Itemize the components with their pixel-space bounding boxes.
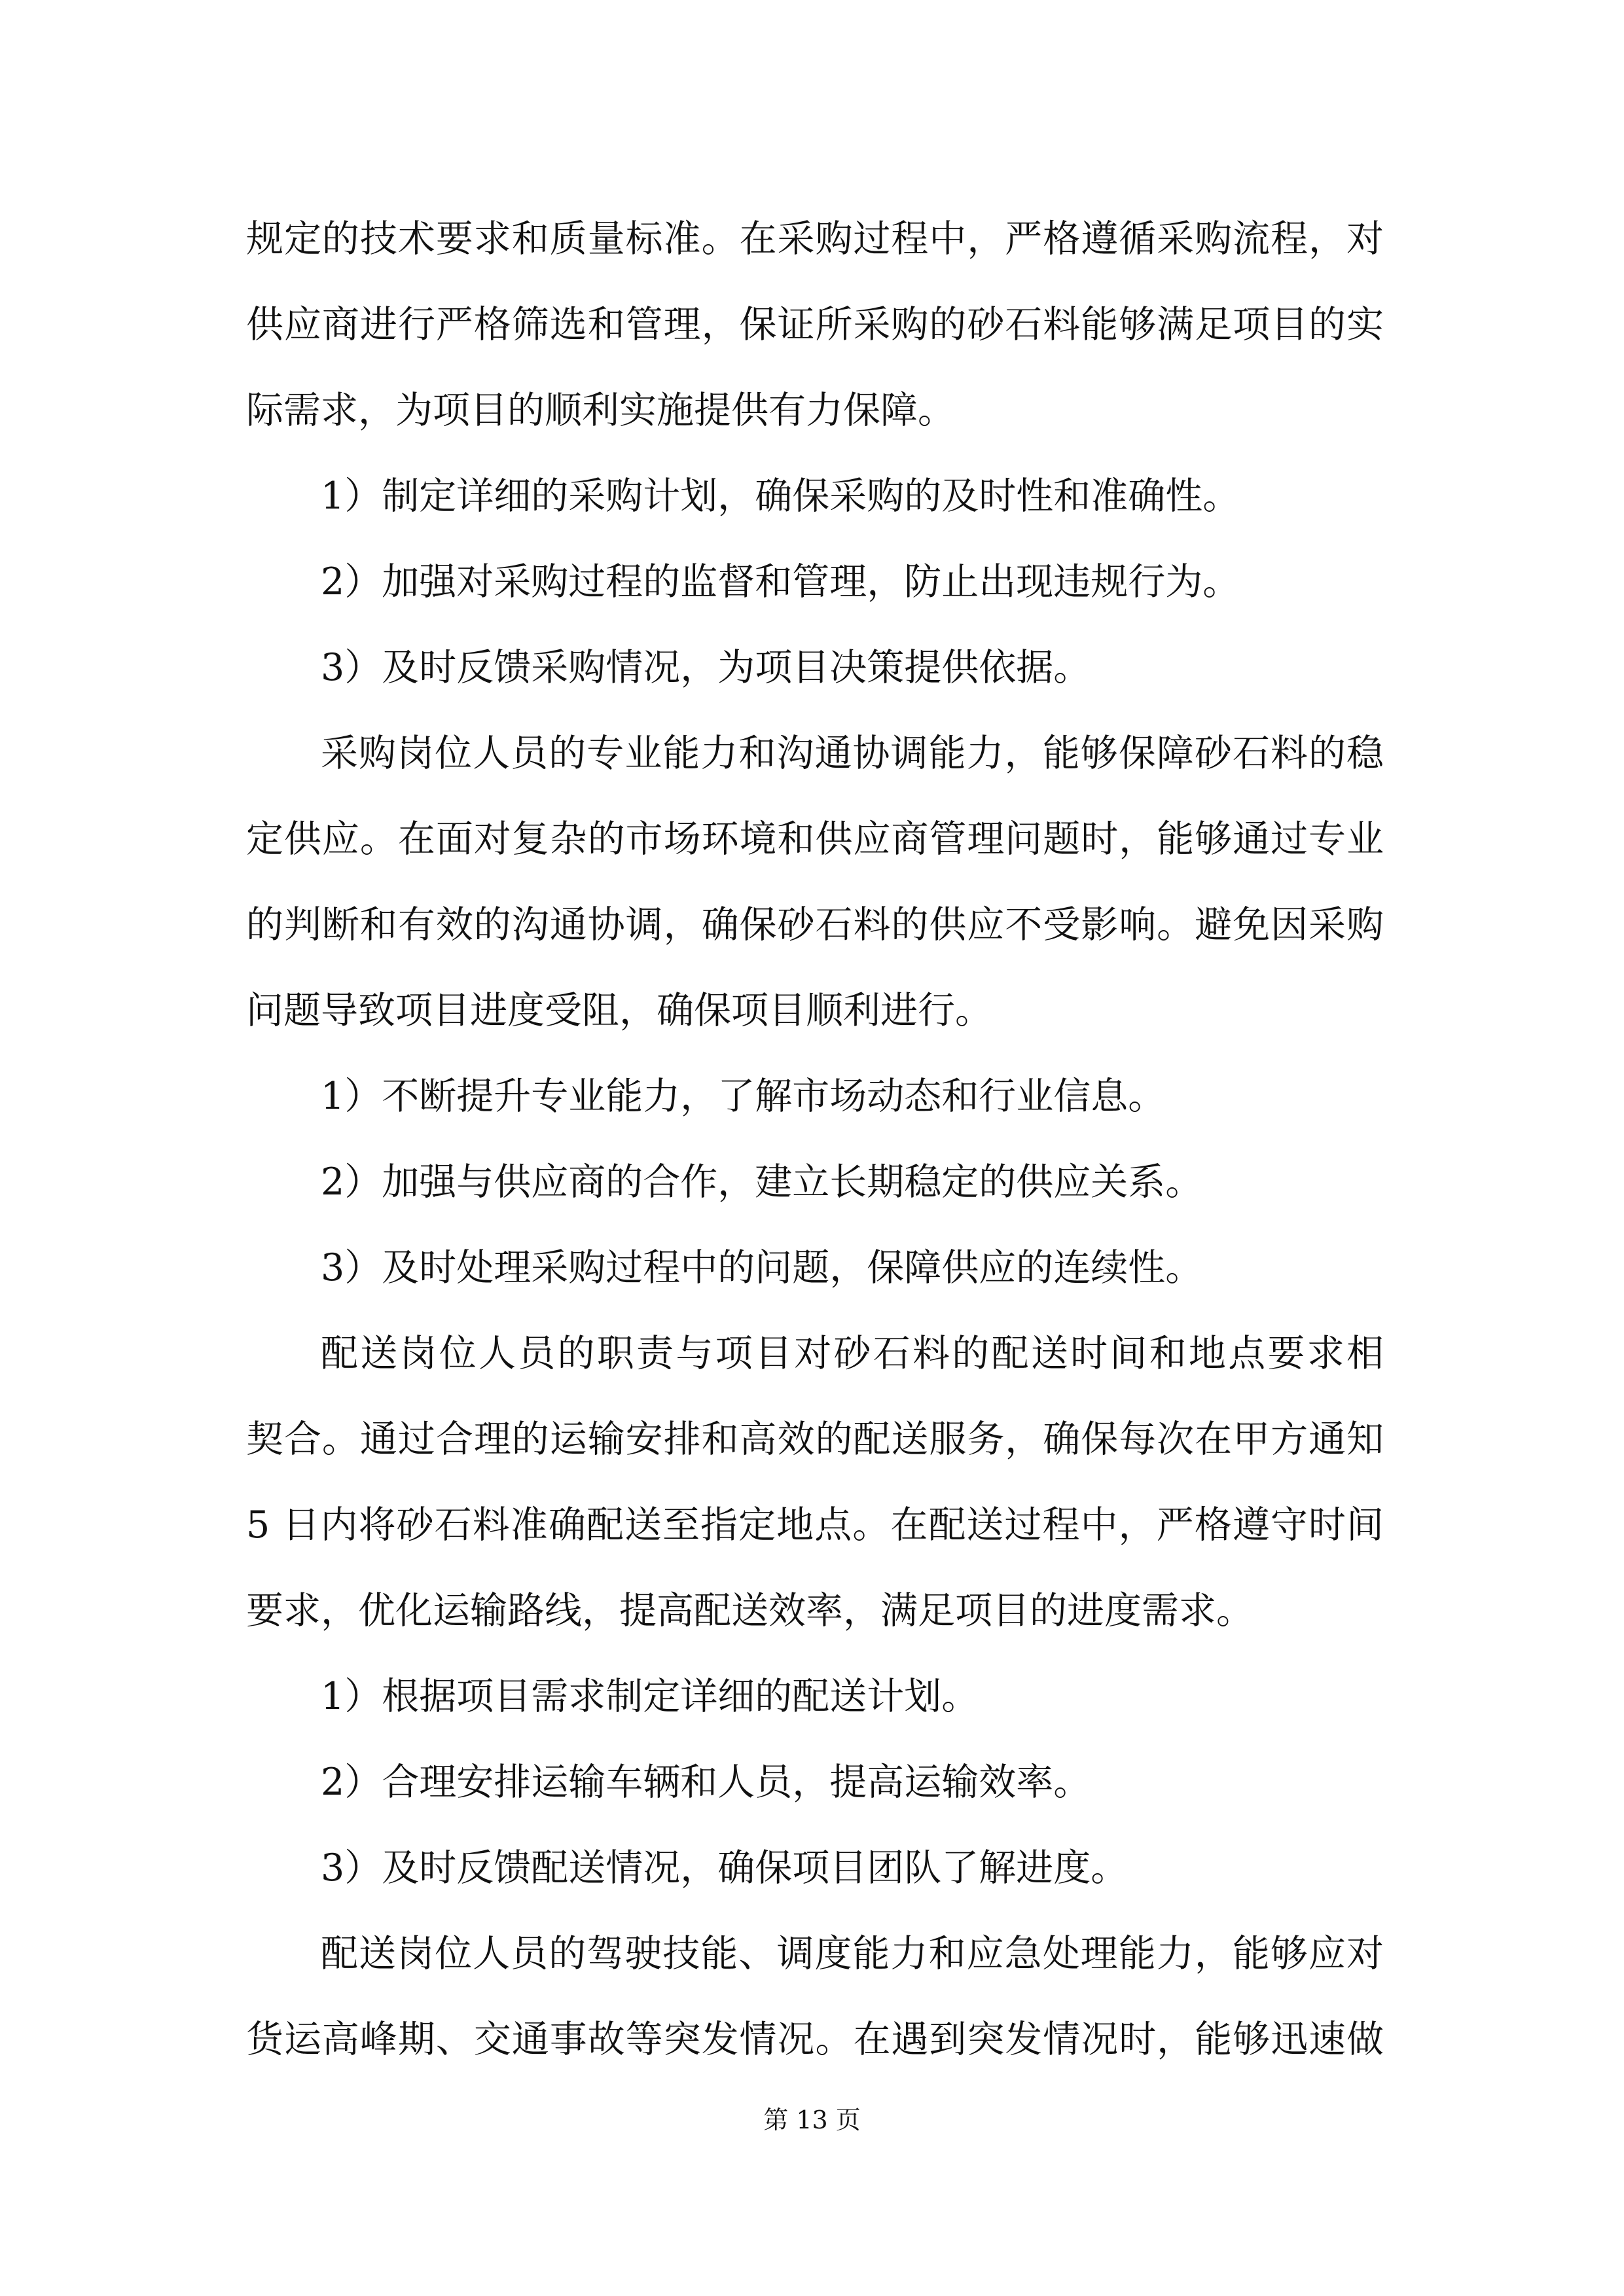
page-number: 第 13 页 (763, 2106, 861, 2134)
text-line: 5 日内将砂石料准确配送至指定地点。在配送过程中，严格遵守时间 (246, 1503, 1384, 1547)
text-line: 供应商进行严格筛选和管理，保证所采购的砂石料能够满足项目的实 (246, 303, 1384, 346)
text-line: 契合。通过合理的运输安排和高效的配送服务，确保每次在甲方通知 (246, 1418, 1384, 1461)
paragraph-first-line: 采购岗位人员的专业能力和沟通协调能力，能够保障砂石料的稳 (321, 732, 1384, 775)
list-item: 3）及时处理采购过程中的问题，保障供应的连续性。 (321, 1246, 1203, 1289)
text-line: 货运高峰期、交通事故等突发情况。在遇到突发情况时，能够迅速做 (246, 2018, 1384, 2061)
text-line: 要求，优化运输路线，提高配送效率，满足项目的进度需求。 (246, 1589, 1254, 1632)
list-item: 2）合理安排运输车辆和人员，提高运输效率。 (321, 1761, 1091, 1804)
text-line: 定供应。在面对复杂的市场环境和供应商管理问题时，能够通过专业 (246, 817, 1384, 861)
list-item: 1）根据项目需求制定详细的配送计划。 (321, 1675, 979, 1718)
document-body (246, 196, 1384, 2083)
paragraph-first-line: 配送岗位人员的驾驶技能、调度能力和应急处理能力，能够应对 (321, 1932, 1384, 1975)
text-line: 规定的技术要求和质量标准。在采购过程中，严格遵循采购流程，对 (246, 217, 1384, 260)
text-line: 际需求，为项目的顺利实施提供有力保障。 (246, 389, 955, 432)
list-item: 1）制定详细的采购计划，确保采购的及时性和准确性。 (321, 475, 1240, 518)
list-item: 2）加强对采购过程的监督和管理，防止出现违规行为。 (321, 560, 1240, 603)
list-item: 3）及时反馈采购情况，为项目决策提供依据。 (321, 646, 1091, 689)
list-item: 1）不断提升专业能力，了解市场动态和行业信息。 (321, 1075, 1166, 1118)
list-item: 2）加强与供应商的合作，建立长期稳定的供应关系。 (321, 1160, 1203, 1204)
text-line: 问题导致项目进度受阻，确保项目顺利进行。 (246, 989, 992, 1032)
list-item: 3）及时反馈配送情况，确保项目团队了解进度。 (321, 1846, 1128, 1890)
paragraph-first-line: 配送岗位人员的职责与项目对砂石料的配送时间和地点要求相 (321, 1332, 1384, 1375)
text-line: 的判断和有效的沟通协调，确保砂石料的供应不受影响。避免因采购 (246, 903, 1384, 946)
